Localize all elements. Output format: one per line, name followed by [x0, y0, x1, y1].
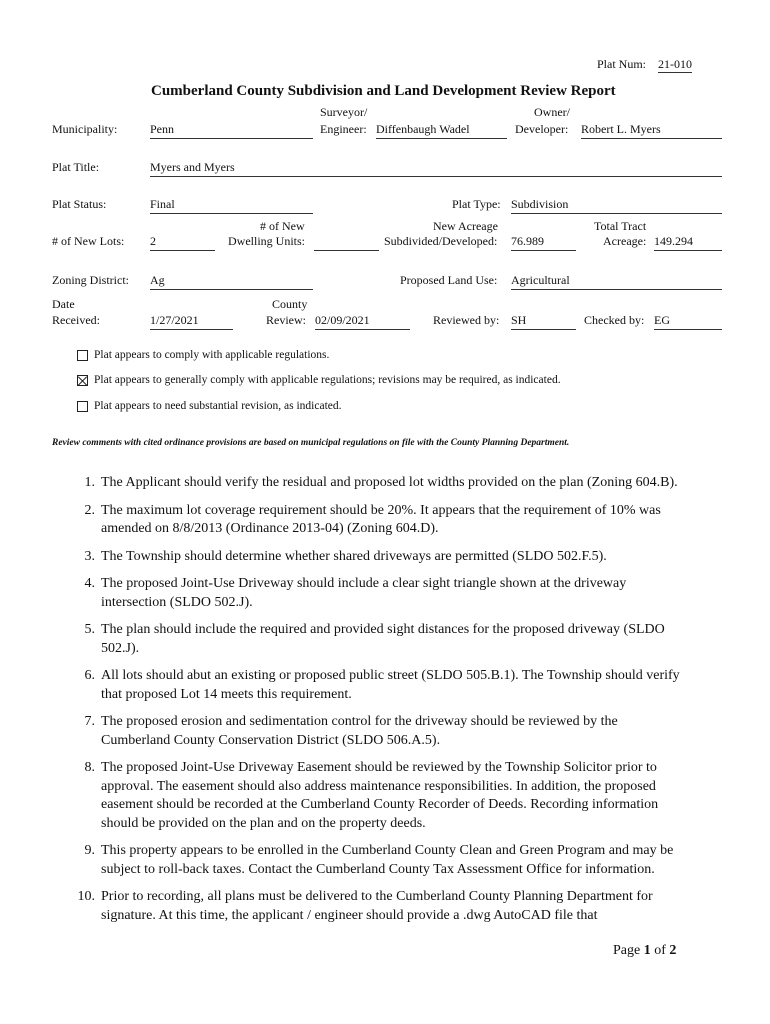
item-number: 3. [84, 548, 95, 564]
land-use-label: Proposed Land Use: [400, 273, 498, 287]
plat-num-value: 21-010 [658, 57, 692, 71]
checked-by-label: Checked by: [584, 313, 645, 327]
acreage-label-bottom: Subdivided/Developed: [384, 234, 498, 248]
item-number: 8. [84, 760, 95, 775]
date-received-label-top: Date [52, 297, 75, 311]
item-number: 5. [84, 622, 95, 637]
item-text: The Applicant should verify the residual and proposed lot widths provided on the plan (Zoning 604.B). [101, 475, 678, 490]
plat-type-field: Subdivision [511, 197, 722, 214]
list-item [76, 888, 688, 925]
plat-status-label: Plat Status: [52, 197, 107, 211]
county-review-field: 02/09/2021 [315, 313, 410, 330]
item-text: The proposed erosion and sedimentation control for the driveway should be reviewed by the Cumberland County Conservation District (SLDO 506.A.5). [101, 714, 618, 748]
item-text: The plan should include the required and provided sight distances for the proposed driveway (SLDO 502.J). [101, 622, 665, 656]
page-prefix: Page [613, 943, 644, 958]
page-indicator [613, 943, 676, 959]
list-item [76, 502, 688, 539]
surveyor-label-bottom: Engineer: [320, 122, 367, 136]
plat-title-field: Myers and Myers [150, 160, 722, 177]
page-of: of [650, 943, 670, 958]
item-text: The Township should determine whether shared driveways are permitted (SLDO 502.F.5). [101, 548, 607, 564]
new-acreage-field: 76.989 [511, 234, 576, 251]
review-note: Review comments with cited ordinance provisions are based on municipal regulations on file with the County Planning Department. [52, 438, 570, 448]
comply-option-label: Plat appears to comply with applicable regulations. [94, 349, 330, 361]
surveyor-field: Diffenbaugh Wadel [376, 122, 507, 139]
municipality-field: Penn [150, 122, 313, 139]
substantial-revision-option-label: Plat appears to need substantial revision, as indicated. [94, 400, 342, 412]
item-text: The maximum lot coverage requirement should be 20%. It appears that the requirement of 10% was amended on 8/8/2013 (Ordinance 2013-04) (Zoning 604.D). [101, 502, 661, 536]
item-number: 9. [84, 843, 95, 858]
plat-status-field: Final [150, 197, 313, 214]
tract-label-top: Total Tract [594, 219, 647, 233]
plat-type-label: Plat Type: [452, 197, 501, 211]
date-received-field: 1/27/2021 [150, 313, 233, 330]
generally-comply-checkbox[interactable] [77, 375, 88, 386]
list-item [76, 548, 688, 567]
surveyor-label-top: Surveyor/ [320, 105, 368, 119]
zoning-label: Zoning District: [52, 273, 129, 287]
list-item [76, 667, 688, 704]
list-item [76, 474, 688, 493]
item-number: 1. [84, 475, 95, 490]
new-lots-label: # of New Lots: [52, 234, 125, 248]
county-review-label-top: County [272, 297, 308, 311]
item-number: 2. [84, 502, 95, 518]
item-number: 6. [84, 668, 95, 683]
owner-label-bottom: Developer: [515, 122, 569, 136]
generally-comply-option-label: Plat appears to generally comply with applicable regulations; revisions may be required, as indicated. [94, 374, 561, 386]
item-text: The proposed Joint-Use Driveway Easement should be reviewed by the Township Solicitor prior to approval. The easement should also address maintenance responsibilities. In addition, the proposed easement should be recorded at the Cumberland County Recorder of Deeds. Recording information should be provided on the plan and on the property deeds. [101, 760, 659, 831]
dwelling-label-bottom: Dwelling Units: [228, 234, 305, 248]
plat-num-label: Plat Num: [597, 57, 647, 71]
item-text: The proposed Joint-Use Driveway should include a clear sight triangle shown at the driveway intersection (SLDO 502.J). [101, 576, 627, 610]
item-number: 4. [84, 576, 95, 591]
municipality-label: Municipality: [52, 122, 118, 136]
reviewed-by-field: SH [511, 313, 576, 330]
tract-label-bottom: Acreage: [603, 234, 647, 248]
reviewed-by-label: Reviewed by: [433, 313, 500, 327]
owner-field: Robert L. Myers [581, 122, 722, 139]
list-item [76, 842, 688, 879]
new-lots-field: 2 [150, 234, 215, 251]
item-text: All lots should abut an existing or proposed public street (SLDO 505.B.1). The Township should verify that proposed Lot 14 meets this requirement. [101, 668, 680, 702]
dwelling-units-field [314, 234, 379, 251]
review-comments-list [76, 474, 688, 934]
page-title: Cumberland County Subdivision and Land Development Review Report [151, 83, 616, 99]
page-total: 2 [669, 943, 677, 958]
item-number: 10. [77, 889, 95, 904]
substantial-revision-checkbox[interactable] [77, 401, 88, 412]
list-item [76, 575, 688, 612]
list-item [76, 759, 688, 833]
date-received-label-bottom: Received: [52, 313, 100, 327]
item-text: This property appears to be enrolled in the Cumberland County Clean and Green Program and may be subject to roll-back taxes. Contact the Cumberland County Tax Assessment Office for information. [101, 843, 674, 877]
acreage-label-top: New Acreage [433, 219, 498, 233]
list-item [76, 621, 688, 658]
dwelling-label-top: # of New [260, 219, 305, 233]
plat-title-label: Plat Title: [52, 160, 100, 174]
county-review-label-bottom: Review: [266, 313, 306, 327]
item-text: Prior to recording, all plans must be delivered to the Cumberland County Planning Department for signature. At this time, the applicant / engineer should provide a .dwg AutoCAD file that [101, 889, 653, 923]
item-number: 7. [84, 714, 95, 729]
comply-checkbox[interactable] [77, 350, 88, 361]
land-use-field: Agricultural [511, 273, 722, 290]
page-current: 1 [643, 943, 651, 958]
zoning-field: Ag [150, 273, 313, 290]
tract-acreage-field: 149.294 [654, 234, 722, 251]
owner-label-top: Owner/ [534, 105, 570, 119]
checked-by-field: EG [654, 313, 722, 330]
list-item [76, 713, 688, 750]
